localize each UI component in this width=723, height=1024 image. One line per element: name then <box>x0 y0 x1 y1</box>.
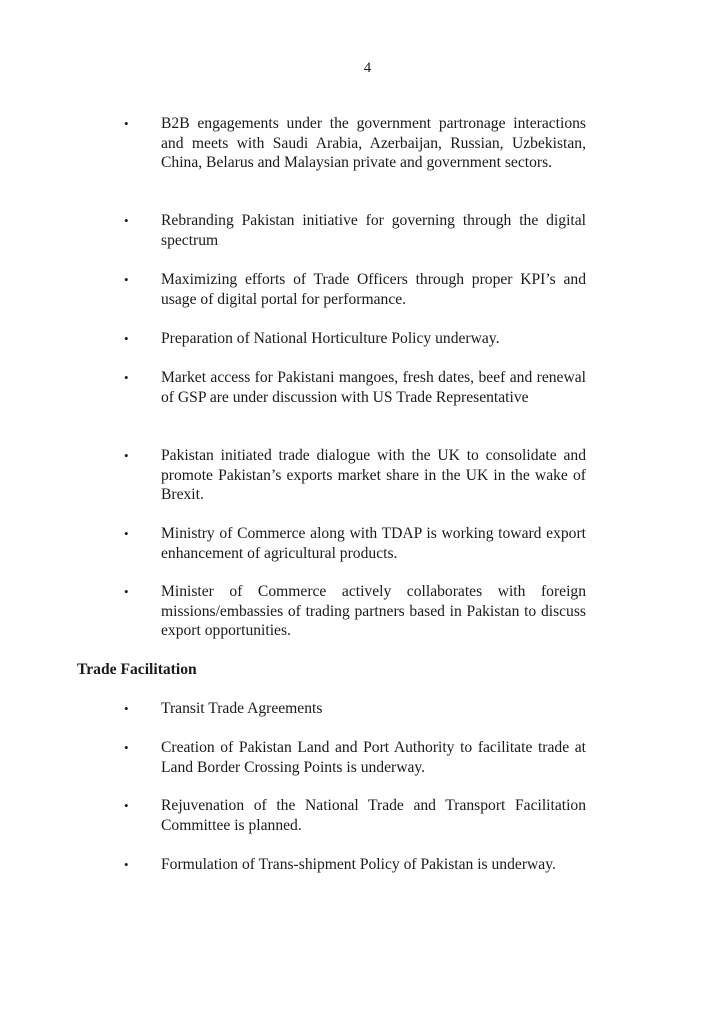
list-item-text: Rebranding Pakistan initiative for governing through the digital spectrum <box>161 212 586 249</box>
bullet-icon: • <box>124 331 129 346</box>
list-item-text: B2B engagements under the government partronage interactions and meets with Saudi Arabia, Azerbaijan, Russian, Uzbekistan, China, Belarus and Malaysian private and government sectors. <box>161 115 586 171</box>
list-item-text: Pakistan initiated trade dialogue with the UK to consolidate and promote Pakistan’s exports market share in the UK in the wake of Brexit. <box>161 447 586 503</box>
bullet-icon: • <box>124 370 129 385</box>
bullet-icon: • <box>124 213 129 228</box>
bullet-icon: • <box>124 701 129 716</box>
bullet-icon: • <box>124 798 129 813</box>
bullet-icon: • <box>124 584 129 599</box>
bullet-icon: • <box>124 526 129 541</box>
section-heading-trade-facilitation: Trade Facilitation <box>77 661 197 678</box>
list-item-text: Formulation of Trans-shipment Policy of Pakistan is underway. <box>161 856 556 873</box>
bullet-icon: • <box>124 857 129 872</box>
bullet-icon: • <box>124 448 129 463</box>
bullet-icon: • <box>124 272 129 287</box>
list-item-text: Transit Trade Agreements <box>161 700 323 717</box>
list-item-text: Minister of Commerce actively collaborates with foreign missions/embassies of trading partners based in Pakistan to discuss export opportunities. <box>161 583 586 639</box>
list-item-text: Maximizing efforts of Trade Officers through proper KPI’s and usage of digital portal for performance. <box>161 271 586 308</box>
page-number: 4 <box>363 60 372 76</box>
list-item-text: Ministry of Commerce along with TDAP is working toward export enhancement of agricultural products. <box>161 525 586 562</box>
list-item-text: Rejuvenation of the National Trade and Transport Facilitation Committee is planned. <box>161 797 586 834</box>
list-item-text: Market access for Pakistani mangoes, fresh dates, beef and renewal of GSP are under discussion with US Trade Representative <box>161 369 586 406</box>
list-item-text: Preparation of National Horticulture Policy underway. <box>161 330 500 347</box>
bullet-icon: • <box>124 740 129 755</box>
list-item-text: Creation of Pakistan Land and Port Authority to facilitate trade at Land Border Crossing Points is underway. <box>161 739 586 776</box>
bullet-icon: • <box>124 116 129 131</box>
